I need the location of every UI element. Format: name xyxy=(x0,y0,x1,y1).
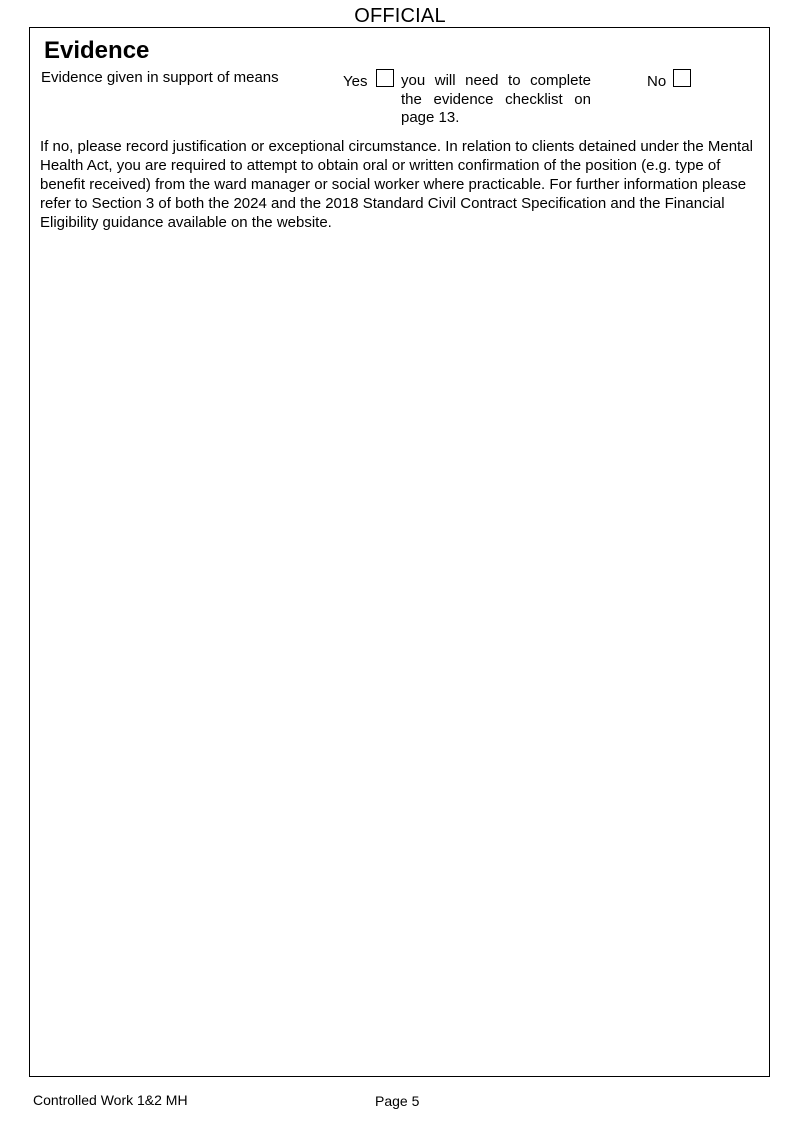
evidence-form-box xyxy=(29,27,770,1077)
justification-instructions: If no, please record justification or exceptional circumstance. In relation to clients detained under the Mental Health Act, you are required to attempt to obtain oral or written confirmation of the position (e.g. type of benefit received) from the ward manager or social worker where practicable. For further information please refer to Section 3 of both the 2024 and the 2018 Standard Civil Contract Specification and the Financial Eligibility guidance available on the website. xyxy=(40,138,753,231)
classification-marking: OFFICIAL xyxy=(354,5,446,27)
yes-checkbox[interactable] xyxy=(376,69,394,87)
yes-instruction-note: you will need to complete the evidence checklist on page 13. xyxy=(401,72,591,126)
yes-label: Yes xyxy=(343,73,368,90)
footer-form-name: Controlled Work 1&2 MH xyxy=(33,1092,188,1108)
no-label: No xyxy=(647,73,667,90)
evidence-question-label: Evidence given in support of means xyxy=(41,69,279,86)
no-checkbox[interactable] xyxy=(673,69,691,87)
section-title: Evidence xyxy=(44,37,150,64)
footer-page-number: Page 5 xyxy=(375,1093,420,1109)
